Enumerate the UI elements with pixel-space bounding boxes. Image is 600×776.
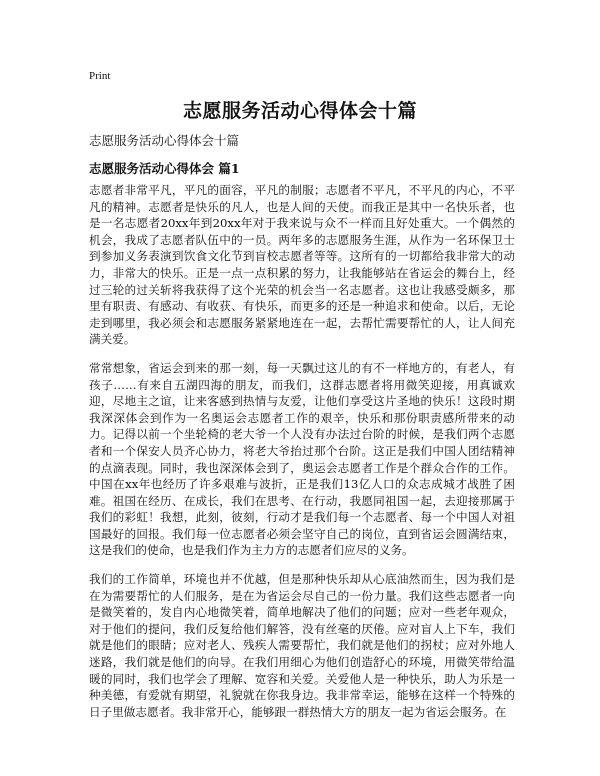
body-paragraph: 志愿者非常平凡，平凡的面容，平凡的制服；志愿者不平凡，不平凡的内心，不平凡的精神。志愿者是快乐的凡人，也是人间的天使。而我正是其中一名快乐者，也是一名志愿者20xx年到20xx年对于我来说与众不一样而且好处重大。一个偶然的机会，我成了志愿者队伍中的一员。两年多的志愿服务生涯，从作为一名环保卫士到参加义务表演到饮食文化节到盲校志愿者等等。这所有的一切都给我非常大的动力，非常大的快乐。正是一点一点积累的努力，让我能够站在省运会的舞台上，经过三轮的过关斩将我获得了这个光荣的机会当一名志愿者。这也让我感受颇多，那里有职责、有感动、有收获、有快乐，而更多的还是一种追求和使命。以后，无论走到哪里，我必须会和志愿服务紧紧地连在一起，去帮忙需要帮忙的人，让人间充满关爱。 xyxy=(89,183,515,347)
document-body xyxy=(89,182,515,720)
document-subtitle: 志愿服务活动心得体会十篇 xyxy=(89,133,240,148)
section-heading: 志愿服务活动心得体会 篇1 xyxy=(89,161,240,176)
document-title: 志愿服务活动心得体会十篇 xyxy=(182,100,417,122)
body-paragraph: 我们的工作简单，环境也并不优越，但是那种快乐却从心底油然而生，因为我们是在为需要帮忙的人们服务，是在为省运会尽自己的一份力量。我们这些志愿者一向是微笑着的，发自内心地微笑着，简单地解决了他们的问题；应对一些老年观众，对于他们的提问，我们反复给他们解答，没有丝毫的厌倦。应对盲人上下车，我们就是他们的眼睛；应对老人、残疾人需要帮忙，我们就是他们的拐杖；应对外地人迷路，我们就是他们的向导。在我们用细心为他们创造舒心的环境，用微笑带给温暖的同时，我们也学会了理解、宽容和关爱。关爱他人是一种快乐，助人为乐是一种美德，有爱就有期望，礼貌就在你我身边。我非常幸运，能够在这样一个特殊的日子里做志愿者。我非常开心，能够跟一群热情大方的朋友一起为省运会服务。在 xyxy=(89,572,515,719)
print-link[interactable]: Print xyxy=(89,70,111,82)
body-paragraph: 常常想象，省运会到来的那一刻，每一天飘过这儿的有不一样地方的，有老人，有孩子……有来自五湖四海的朋友，而我们，这群志愿者将用微笑迎接，用真诚欢迎，尽地主之谊，让来客感到热情与友爱，让他们享受这片圣地的快乐！这段时期我深深体会到作为一名奥运会志愿者工作的艰辛，快乐和那份职责感所带来的动力。记得以前一个坐轮椅的老大爷一个人没有办法过台阶的时候，是我们两个志愿者和一个保安人员齐心协力，将老大爷抬过那个台阶。这正是我们中国人团结精神的点滴表现。同时，我也深深体会到了，奥运会志愿者工作是个群众合作的工作。中国在xx年也经历了许多艰难与波折，正是我们13亿人口的众志成城才战胜了困难。祖国在经历、在成长，我们在思考、在行动，我愿同祖国一起，去迎接那属于我们的彩虹！我想，此刻，彼刻，行动才是我们每一个志愿者、每一个中国人对祖国最好的回报。我们每一位志愿者必须会坚守自己的岗位，直到省运会圆满结束，这是我们的使命，也是我们作为主力方的志愿者们应尽的义务。 xyxy=(89,360,515,558)
